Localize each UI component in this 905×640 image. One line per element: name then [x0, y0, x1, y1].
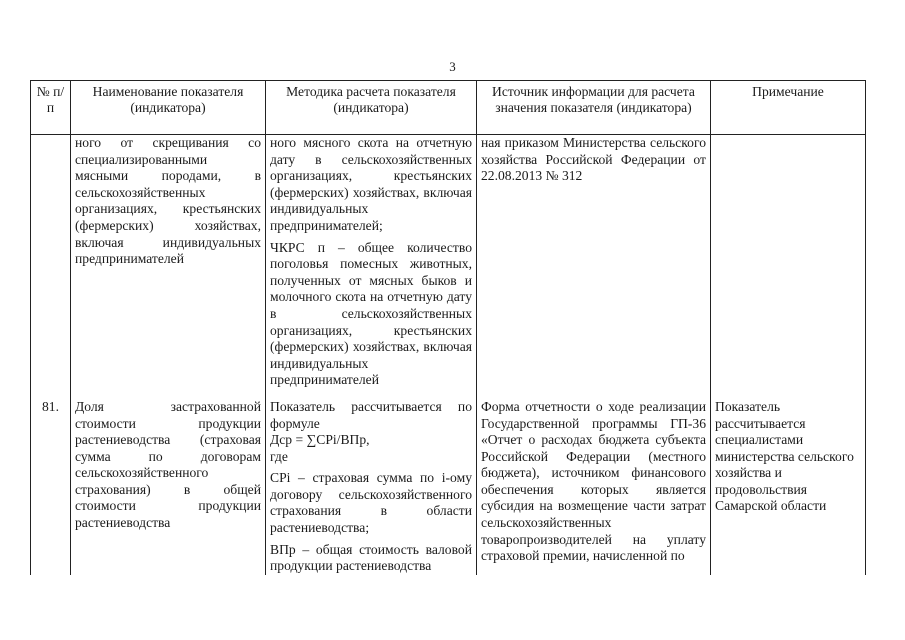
cell-source-81: Форма отчетности о ходе реализации Государственной программы ГП-36 «Отчет о расходах бюджета субъекта Российской Федерации (местного бюджета), источником финансового обеспечения которых является субсидия на возмещение части затрат сельскохозяйственных товаропроизводителей на уплату страховой премии, начисленной по [477, 399, 711, 575]
cell-method-81 [266, 399, 477, 575]
header-note: Примечание [711, 81, 866, 135]
cell-num-continued [31, 135, 71, 389]
method-paragraph: CPi – страховая сумма по i-ому договору сельскохозяйственного страхования в области растениеводства; [270, 470, 472, 536]
cell-name-81: Доля застрахованной стоимости продукции растениеводства (страховая сумма по договорам сельскохозяйственного страхования) в общей стоимости продукции растениеводства [71, 399, 266, 575]
cell-num-81: 81. [31, 399, 71, 575]
method-paragraph: ВПр – общая стоимость валовой продукции растениеводства [270, 541, 472, 574]
cell-source-continued: ная приказом Министерства сельского хозяйства Российской Федерации от 22.08.2013 № 312 [477, 135, 711, 389]
indicator-table [30, 80, 866, 575]
where-label: где [270, 448, 288, 464]
table-row-continued [31, 135, 866, 389]
header-name: Наименование показателя (индикатора) [71, 81, 266, 135]
method-paragraph: ного мясного скота на отчетную дату в сельскохозяйственных организациях, крестьянских (фермерских) хозяйствах, включая индивидуальных предпринимателей; [270, 135, 472, 233]
table-row-81 [31, 399, 866, 575]
cell-name-continued: ного от скрещивания со специализированными мясными породами, в сельскохозяйственных организациях, крестьянских (фермерских) хозяйствах, включая индивидуальных предпринимателей [71, 135, 266, 389]
formula: Дср = ∑CPi/ВПр, [270, 432, 370, 448]
page-number: 3 [449, 59, 456, 74]
method-paragraph: ЧКРС п – общее количество поголовья помесных животных, полученных от мясных быков и молочного скота на отчетную дату в сельскохозяйственных организациях, крестьянских (фермерских) хозяйствах, включая индивидуальных предпринимателей [270, 239, 472, 388]
table-header-row [31, 81, 866, 135]
cell-note-continued [711, 135, 866, 389]
header-method: Методика расчета показателя (индикатора) [266, 81, 477, 135]
method-paragraph: Показатель рассчитывается по формуле [270, 398, 472, 431]
header-num: № п/п [31, 81, 71, 135]
cell-method-continued [266, 135, 477, 389]
header-source: Источник информации для расчета значения показателя (индикатора) [477, 81, 711, 135]
cell-note-81: Показатель рассчитывается специалистами министерства сельского хозяйства и продовольствия Самарской области [711, 399, 866, 575]
